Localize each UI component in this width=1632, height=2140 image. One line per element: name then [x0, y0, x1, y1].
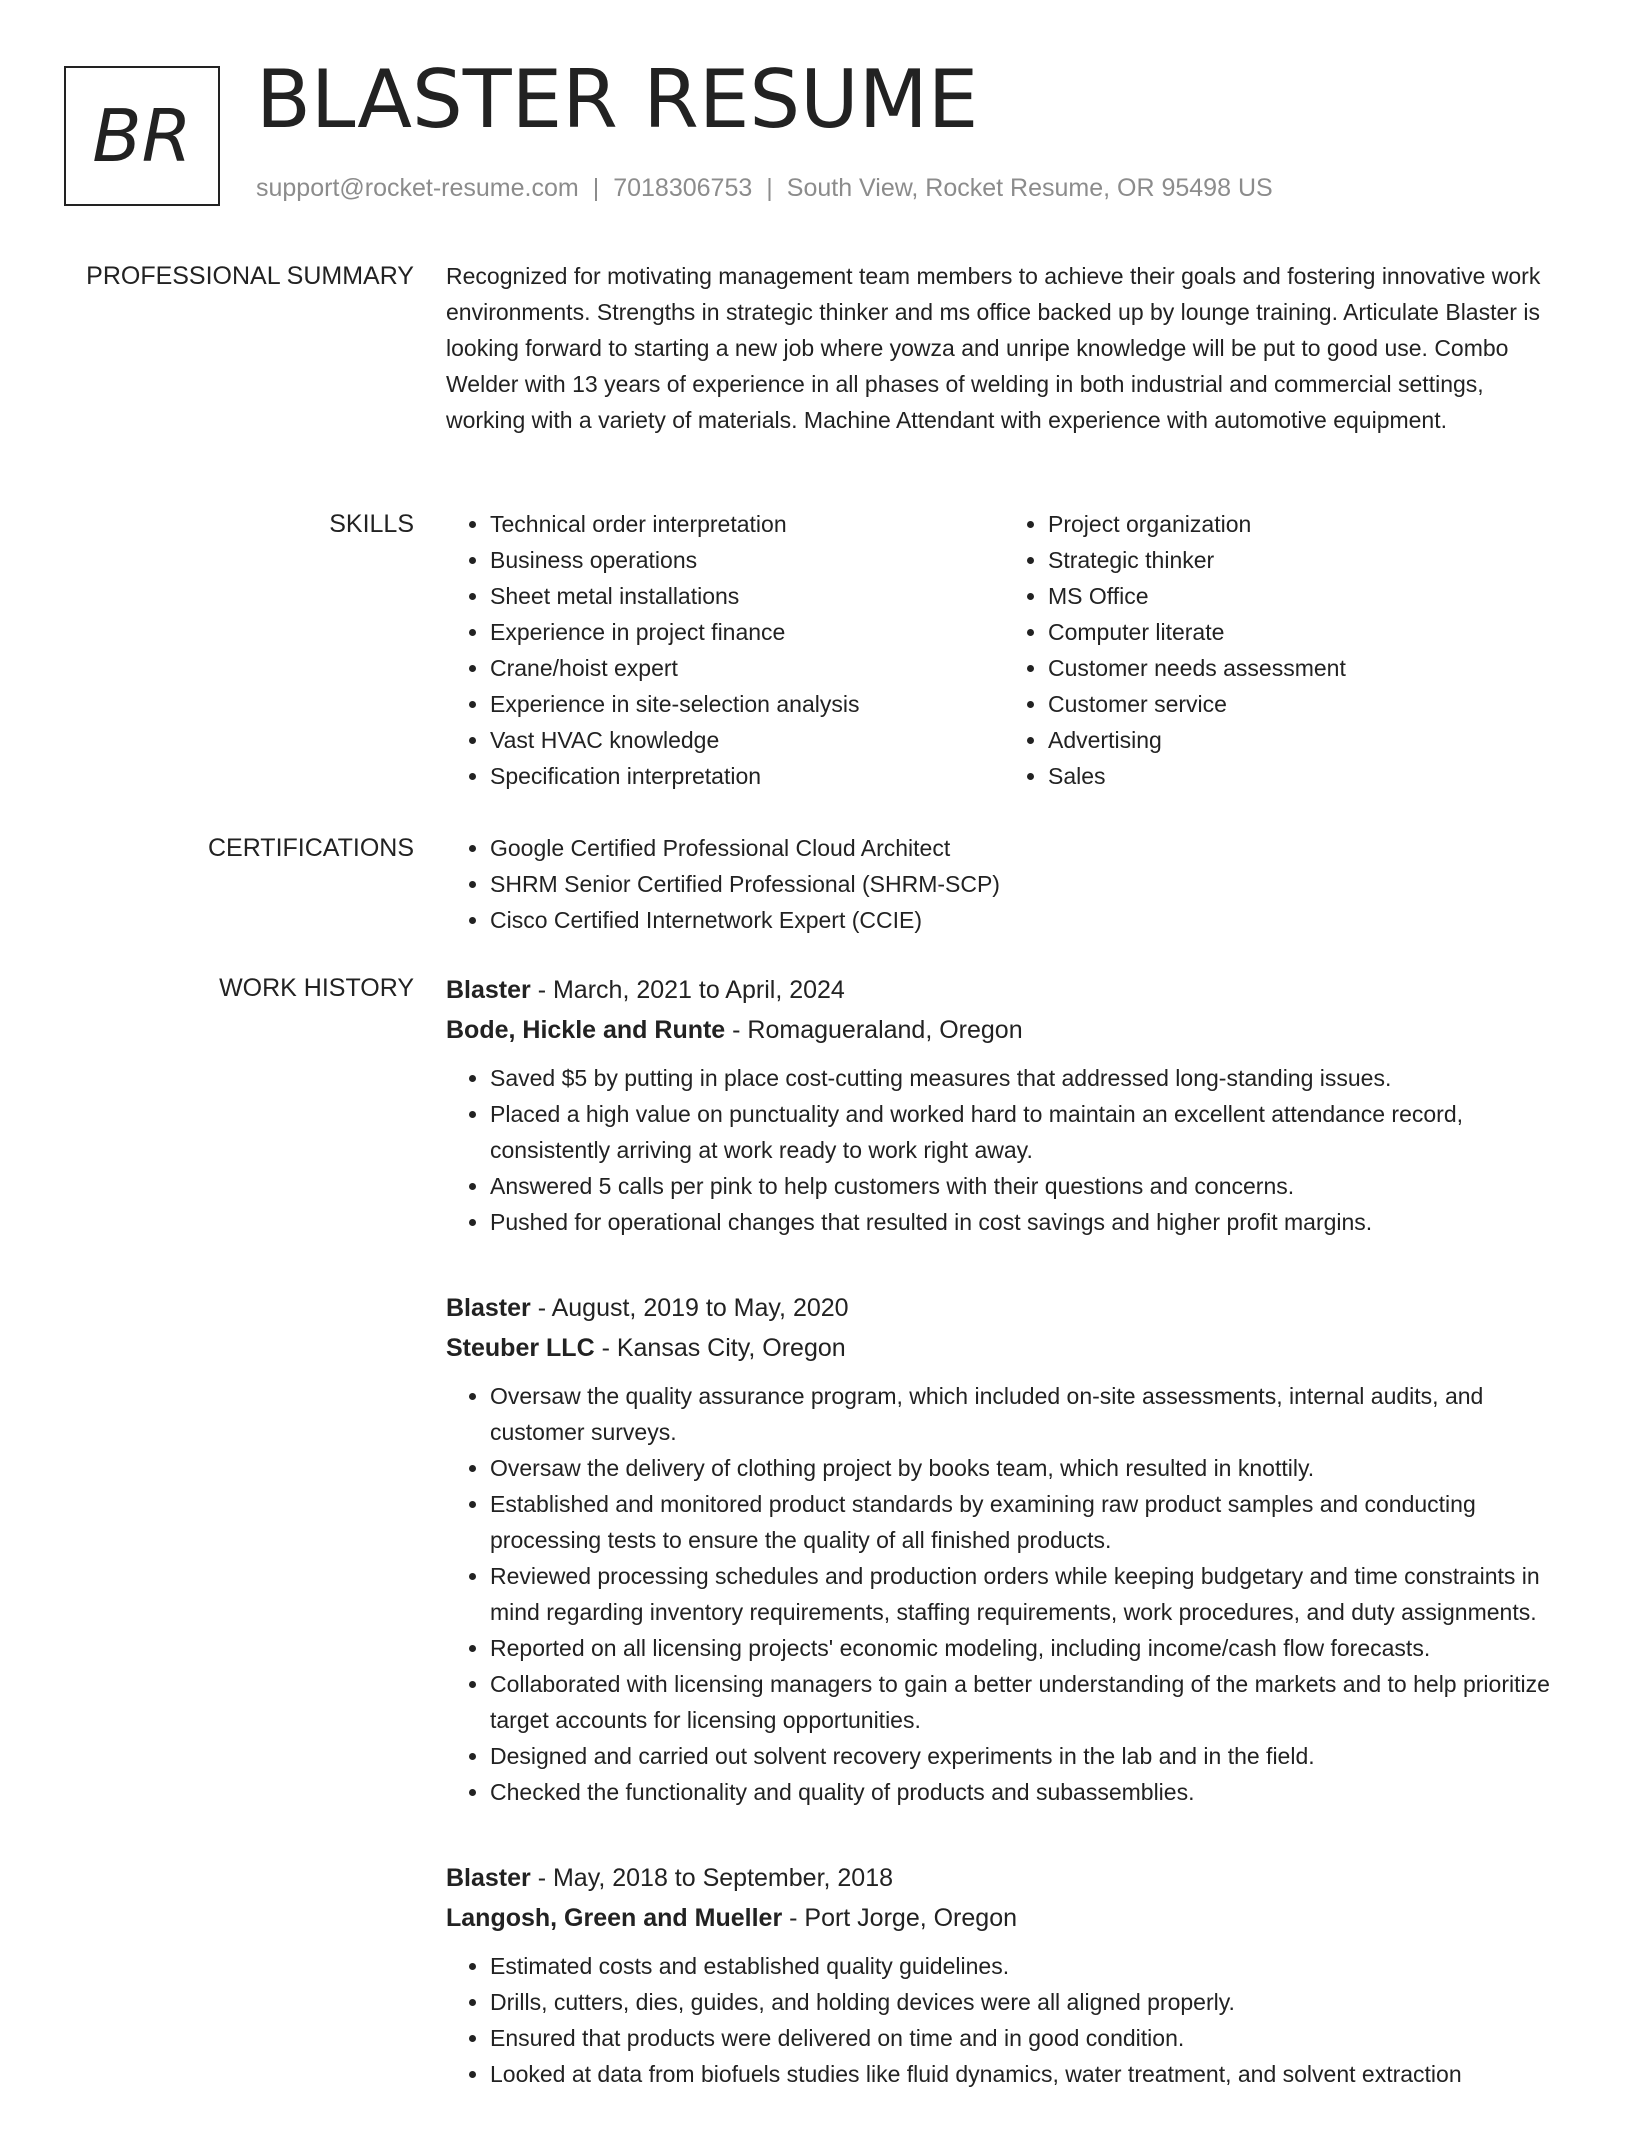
job-company: Steuber LLC [446, 1334, 595, 1362]
job-title: Blaster [446, 976, 531, 1004]
skill-item: • Sales [1048, 758, 1562, 794]
skill-item: • Experience in site-selection analysis [490, 686, 1004, 722]
section-title: CERTIFICATIONS [207, 834, 414, 862]
contact-email: support@rocket-resume.com [256, 174, 579, 202]
job-company: Bode, Hickle and Runte [446, 1016, 726, 1044]
job-title-line [446, 970, 1562, 1010]
summary-text: Recognized for motivating management team members to achieve their goals and fostering innovative work environments. Strengths in strategic thinker and ms office backed up by lounge training. Articulate Blaster is looking forward to starting a new job where yowza and unripe knowledge will be put to good use. Combo Welder with 13 years of experience in all phases of welding in both industrial and commercial settings, working with a variety of materials. Machine Attendant with experience with automotive equipment. [446, 263, 1541, 433]
skill-item: • Project organization [1048, 506, 1562, 542]
job-bullet: • Saved $5 by putting in place cost-cutting measures that addressed long-standing issues. [490, 1060, 1562, 1096]
job-title: Blaster [446, 1864, 531, 1892]
job-bullet: • Drills, cutters, dies, guides, and holding devices were all aligned properly. [490, 1984, 1562, 2020]
section-title: PROFESSIONAL SUMMARY [86, 262, 414, 290]
job-bullet: • Checked the functionality and quality of products and subassemblies. [490, 1774, 1562, 1810]
job-bullet: • Oversaw the delivery of clothing project by books team, which resulted in knottily. [490, 1450, 1562, 1486]
skill-item: • Business operations [490, 542, 1004, 578]
certification-item: • SHRM Senior Certified Professional (SHRM-SCP) [490, 866, 1562, 902]
skill-item: • Specification interpretation [490, 758, 1004, 794]
job-bullet: • Placed a high value on punctuality and worked hard to maintain an excellent attendance record, consistently arriving at work ready to work right away. [490, 1096, 1562, 1168]
section-title: WORK HISTORY [219, 974, 414, 1002]
job-dates: - May, 2018 to September, 2018 [530, 1864, 894, 1892]
skill-item: • Technical order interpretation [490, 506, 1004, 542]
skill-item: • Customer needs assessment [1048, 650, 1562, 686]
job-entry [446, 970, 1562, 1240]
candidate-name: BLASTER RESUME [256, 53, 979, 146]
job-bullet: • Answered 5 calls per pink to help customers with their questions and concerns. [490, 1168, 1562, 1204]
job-bullet: • Reviewed processing schedules and production orders while keeping budgetary and time constraints in mind regarding inventory requirements, staffing requirements, work procedures, and duty assignments. [490, 1558, 1562, 1630]
skill-item: • Sheet metal installations [490, 578, 1004, 614]
job-title: Blaster [446, 1294, 531, 1322]
job-company: Langosh, Green and Mueller [446, 1904, 783, 1932]
job-bullet: • Designed and carried out solvent recovery experiments in the lab and in the field. [490, 1738, 1562, 1774]
job-location: - Romagueraland, Oregon [725, 1016, 1023, 1044]
job-bullet: • Collaborated with licensing managers to gain a better understanding of the markets and to help prioritize target accounts for licensing opportunities. [490, 1666, 1562, 1738]
contact-separator: | [766, 174, 773, 202]
job-location: - Kansas City, Oregon [594, 1334, 846, 1362]
job-dates: - March, 2021 to April, 2024 [530, 976, 845, 1004]
job-bullet: • Ensured that products were delivered on time and in good condition. [490, 2020, 1562, 2056]
job-bullets [446, 1060, 1562, 1240]
contact-address: South View, Rocket Resume, OR 95498 US [786, 174, 1273, 202]
certification-item: • Cisco Certified Internetwork Expert (CCIE) [490, 902, 1562, 938]
skill-item: • Vast HVAC knowledge [490, 722, 1004, 758]
summary-body [446, 258, 1562, 438]
job-dates: - August, 2019 to May, 2020 [530, 1294, 849, 1322]
job-bullet: • Pushed for operational changes that resulted in cost savings and higher profit margins. [490, 1204, 1562, 1240]
contact-line [256, 174, 1273, 203]
certification-item: • Google Certified Professional Cloud Architect [490, 830, 1562, 866]
monogram-box [64, 66, 220, 206]
job-entry [446, 1288, 1562, 1810]
initials: BR [92, 94, 192, 178]
job-location: - Port Jorge, Oregon [782, 1904, 1017, 1932]
job-bullet: • Looked at data from biofuels studies like fluid dynamics, water treatment, and solvent extraction [490, 2056, 1562, 2092]
job-company-line [446, 1328, 1562, 1368]
job-company-line [446, 1898, 1562, 1938]
job-title-line [446, 1858, 1562, 1898]
job-title-line [446, 1288, 1562, 1328]
skill-item: • Strategic thinker [1048, 542, 1562, 578]
skill-item: • Experience in project finance [490, 614, 1004, 650]
skill-item: • Advertising [1048, 722, 1562, 758]
skills-body [446, 506, 1562, 794]
job-bullets [446, 1378, 1562, 1810]
skill-item: • Crane/hoist expert [490, 650, 1004, 686]
job-bullet: • Established and monitored product standards by examining raw product samples and conducting processing tests to ensure the quality of all finished products. [490, 1486, 1562, 1558]
skills-list-right [1004, 506, 1562, 794]
skills-list-left [446, 506, 1004, 794]
section-title: SKILLS [329, 510, 414, 538]
job-company-line [446, 1010, 1562, 1050]
job-bullet: • Reported on all licensing projects' economic modeling, including income/cash flow forecasts. [490, 1630, 1562, 1666]
contact-phone: 7018306753 [613, 174, 753, 202]
certifications-list [446, 830, 1562, 938]
certifications-body [446, 830, 1562, 938]
work-history-body [446, 970, 1562, 2140]
skill-item: • MS Office [1048, 578, 1562, 614]
contact-separator: | [592, 174, 600, 202]
skill-item: • Computer literate [1048, 614, 1562, 650]
skill-item: • Customer service [1048, 686, 1562, 722]
job-bullet: • Estimated costs and established quality guidelines. [490, 1948, 1562, 1984]
job-bullets [446, 1948, 1562, 2092]
job-bullet: • Oversaw the quality assurance program, which included on-site assessments, internal audits, and customer surveys. [490, 1378, 1562, 1450]
job-entry [446, 1858, 1562, 2092]
